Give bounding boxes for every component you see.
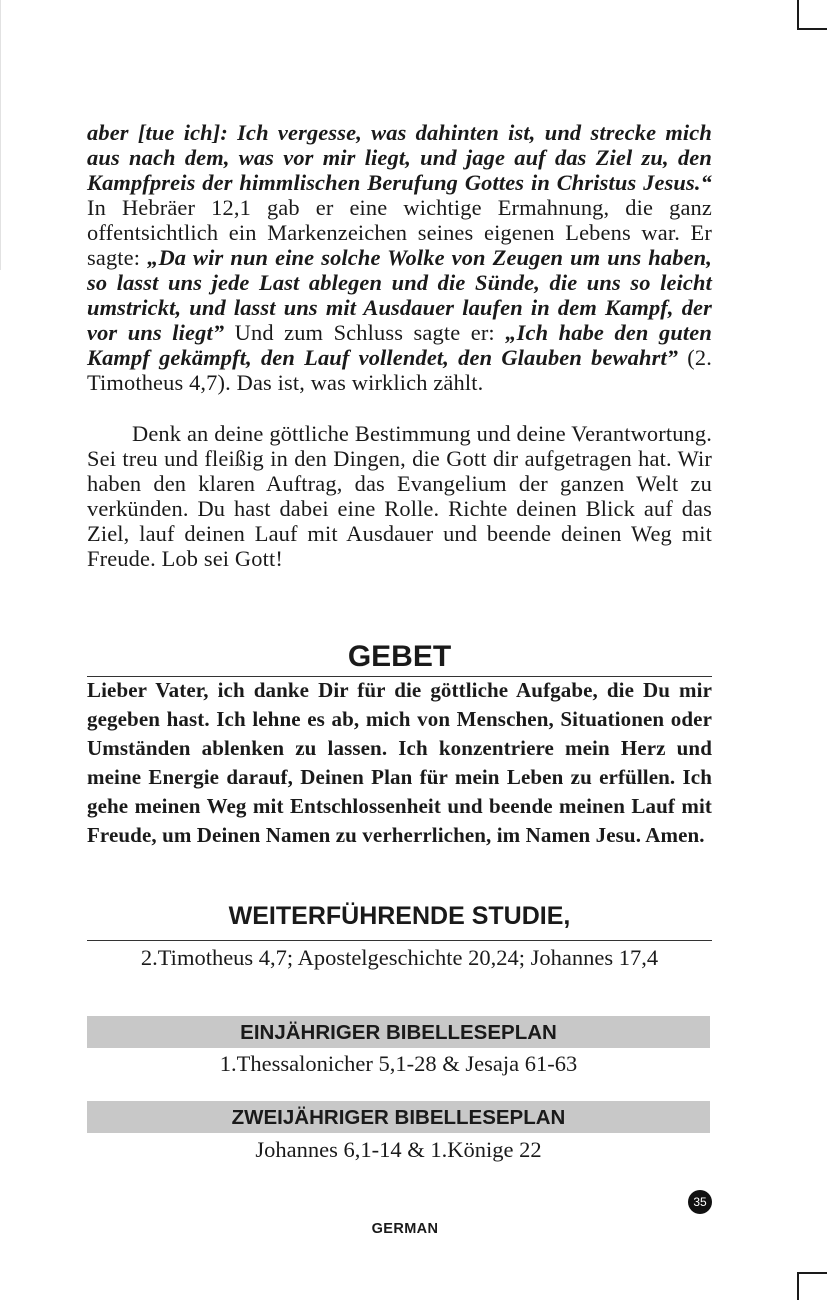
page-number-badge: 35	[688, 1190, 712, 1214]
one-year-plan-reading: 1.Thessalonicher 5,1-28 & Jesaja 61-63	[219, 1051, 578, 1076]
body-text-segment: Und zum Schluss sagte er:	[224, 320, 506, 345]
prayer-text: Lieber Vater, ich danke Dir für die göttliche Aufgabe, die Du mir gegeben hast. Ich lehne es ab, mich von Menschen, Situationen oder Umständen ablenken zu lassen. Ich konzentriere mein Herz und meine Energie darauf, Deinen Plan für mein Leben zu erfüllen. Ich gehe meinen Weg mit Entschlossenheit und beende meinen Lauf mit Freude, um Deinen Namen zu verherrlichen, im Namen Jesu. Amen.	[87, 678, 712, 847]
body-text-segment: In Hebräer 12,1 gab er eine wichtige Ermahnung, die ganz offentsichtlich ein Markenzeichen seines eigenen Lebens war. Er sagte:	[87, 195, 712, 270]
body-paragraph-2: Denk an deine göttliche Bestimmung und deine Verantwortung. Sei treu und fleißig in den Dingen, die Gott dir aufgetragen hat. Wir haben den klaren Auftrag, das Evangelium der ganzen Welt zu verkünden. Du hast dabei eine Rolle. Richte deinen Blick auf das Ziel, lauf deinen Lauf mit Ausdauer und beende deinen Weg mit Freude. Lob sei Gott!	[87, 421, 712, 571]
crop-mark-top-right-horizontal	[797, 28, 827, 30]
further-study-references: 2.Timotheus 4,7; Apostelgeschichte 20,24; Johannes 17,4	[140, 945, 659, 970]
one-year-plan-header: EINJÄHRIGER BIBELLESEPLAN	[87, 1016, 710, 1048]
crop-mark-top-right	[797, 0, 799, 30]
further-study-divider	[87, 940, 712, 941]
crop-mark-bottom-right	[797, 1272, 799, 1300]
page-edge-line	[0, 0, 1, 270]
scripture-quote-philippians: aber [tue ich]: Ich vergesse, was dahinten ist, und strecke mich aus nach dem, was vor mir liegt, und jage auf das Ziel zu, den Kampfpreis der himmlischen Berufung Gottes in Christus Jesus.“	[87, 120, 712, 195]
body-paragraph-1	[87, 120, 712, 395]
prayer-title: GEBET	[347, 640, 452, 673]
scripture-quote-timothy: „Ich habe den guten Kampf gekämpft, den Lauf vollendet, den Glauben bewahrt”	[87, 320, 712, 370]
crop-mark-bottom-right-horizontal	[797, 1272, 827, 1274]
further-study-title: WEITERFÜHRENDE STUDIE,	[228, 902, 571, 930]
two-year-plan-reading: Johannes 6,1-14 & 1.Könige 22	[255, 1137, 542, 1162]
scripture-quote-hebrews: „Da wir nun eine solche Wolke von Zeugen um uns haben, so lasst uns jede Last ablegen und die Sünde, die uns so leicht umstrickt, und lasst uns mit Ausdauer laufen in dem Kampf, der vor uns liegt”	[87, 245, 713, 345]
body-text-segment: (2. Timotheus 4,7). Das ist, was wirklich zählt.	[87, 345, 712, 395]
footer-language: GERMAN	[371, 1221, 439, 1237]
two-year-plan-header: ZWEIJÄHRIGER BIBELLESEPLAN	[87, 1101, 710, 1133]
